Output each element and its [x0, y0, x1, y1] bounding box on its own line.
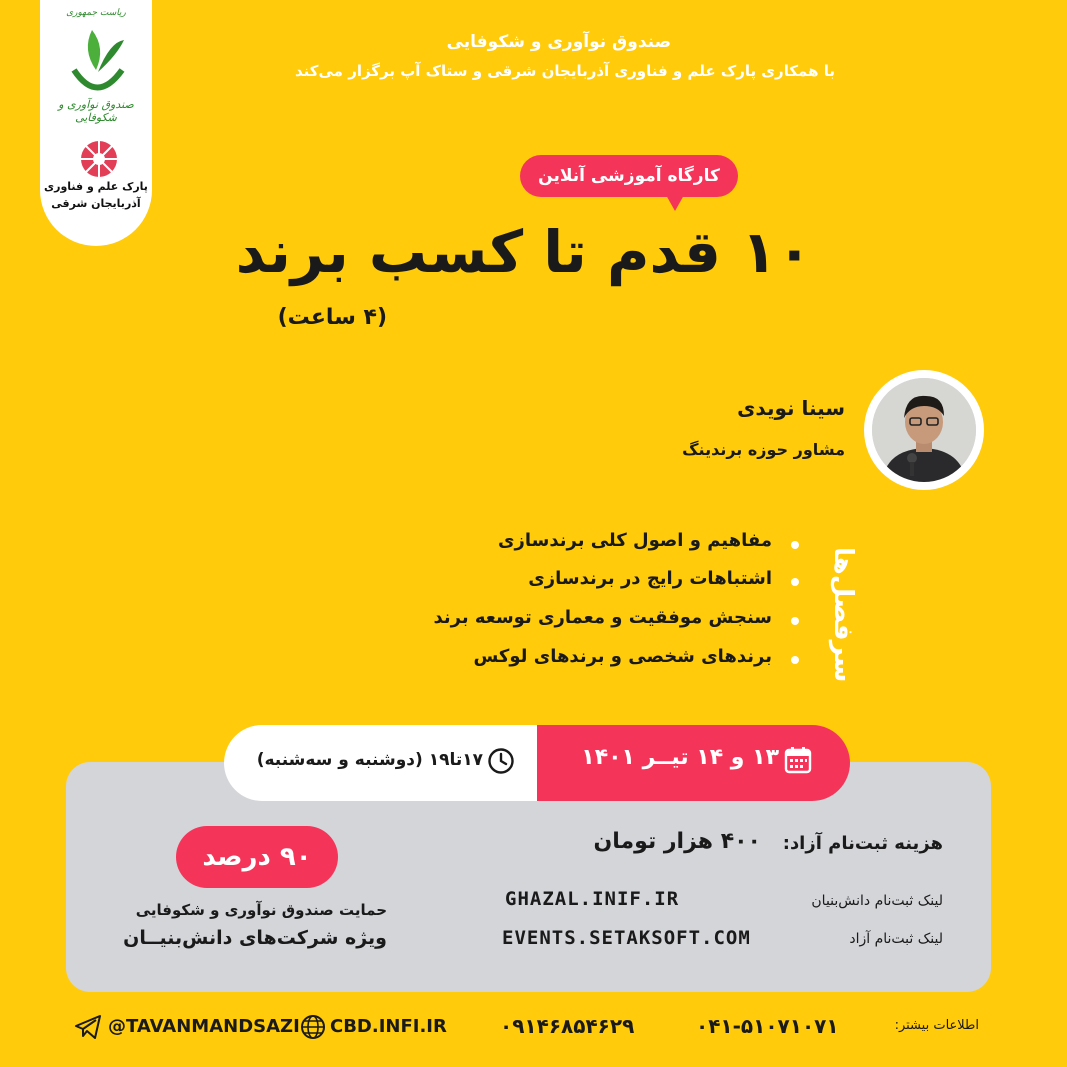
- fee-label: هزینه ثبت‌نام آزاد:: [782, 833, 943, 854]
- topic-item: اشتباهات رایج در برندسازی: [528, 568, 772, 589]
- topic-bullet: [791, 541, 799, 549]
- workshop-badge-tail: [666, 195, 684, 211]
- park-name-line1: پارک علم و فناوری: [44, 180, 148, 193]
- main-title: ۱۰ قدم تا کسب برند: [235, 218, 812, 286]
- support-line-2: ویژه شرکت‌های دانش‌بنیــان: [123, 927, 387, 949]
- science-park-logo-icon: [80, 140, 118, 178]
- topic-item: سنجش موفقیت و معماری توسعه برند: [433, 607, 772, 628]
- fund-logo-name: صندوق نوآوری و شکوفایی: [58, 98, 134, 124]
- header-title: صندوق نوآوری و شکوفایی: [446, 32, 671, 52]
- speaker-photo: [872, 378, 976, 482]
- website-link[interactable]: CBD.INFI.IR: [330, 1016, 447, 1037]
- phone-number-landline[interactable]: ۰۴۱-۵۱۰۷۱۰۷۱: [696, 1014, 839, 1038]
- park-name-line2: آذربایجان شرقی: [51, 197, 141, 210]
- topic-bullet: [791, 617, 799, 625]
- time-text: ۱۷تا۱۹ (دوشنبه و سه‌شنبه): [256, 750, 483, 770]
- more-info-label: اطلاعات بیشتر:: [894, 1018, 979, 1033]
- discount-badge: ۹۰ درصد: [176, 826, 338, 888]
- duration-text: (۴ ساعت): [277, 305, 387, 330]
- topics-heading: سرفصل‌ها: [828, 547, 858, 683]
- kb-registration-link-label: لینک ثبت‌نام دانش‌بنیان: [811, 893, 943, 909]
- date-text: ۱۳ و ۱۴ تیــر ۱۴۰۱: [581, 745, 779, 770]
- topic-bullet: [791, 578, 799, 586]
- free-registration-link[interactable]: EVENTS.SETAKSOFT.COM: [502, 927, 751, 949]
- header-subtitle: با همکاری پارک علم و فناوری آذربایجان شرقی و ستاک آپ برگزار می‌کند: [295, 62, 835, 80]
- globe-icon: [300, 1014, 326, 1040]
- support-line-1: حمایت صندوق نوآوری و شکوفایی: [135, 901, 387, 919]
- speaker-role: مشاور حوزه برندینگ: [682, 440, 845, 459]
- calendar-icon: [784, 746, 812, 774]
- fee-value: ۴۰۰ هزار تومان: [593, 829, 761, 854]
- speaker-name: سینا نویدی: [737, 396, 845, 420]
- topic-item: مفاهیم و اصول کلی برندسازی: [498, 530, 772, 551]
- free-registration-link-label: لینک ثبت‌نام آزاد: [849, 931, 943, 947]
- clock-icon: [487, 747, 515, 775]
- phone-number-mobile[interactable]: ۰۹۱۴۶۸۵۴۶۲۹: [500, 1014, 635, 1038]
- topic-item: برندهای شخصی و برندهای لوکس: [473, 646, 772, 667]
- social-handle-link[interactable]: @TAVANMANDSAZI: [108, 1016, 300, 1037]
- workshop-badge: کارگاه آموزشی آنلاین: [520, 155, 738, 197]
- kb-registration-link[interactable]: GHAZAL.INIF.IR: [505, 888, 680, 910]
- topic-bullet: [791, 656, 799, 664]
- telegram-icon: [74, 1014, 102, 1040]
- fund-logo-top-text: ریاست جمهوری: [66, 8, 126, 18]
